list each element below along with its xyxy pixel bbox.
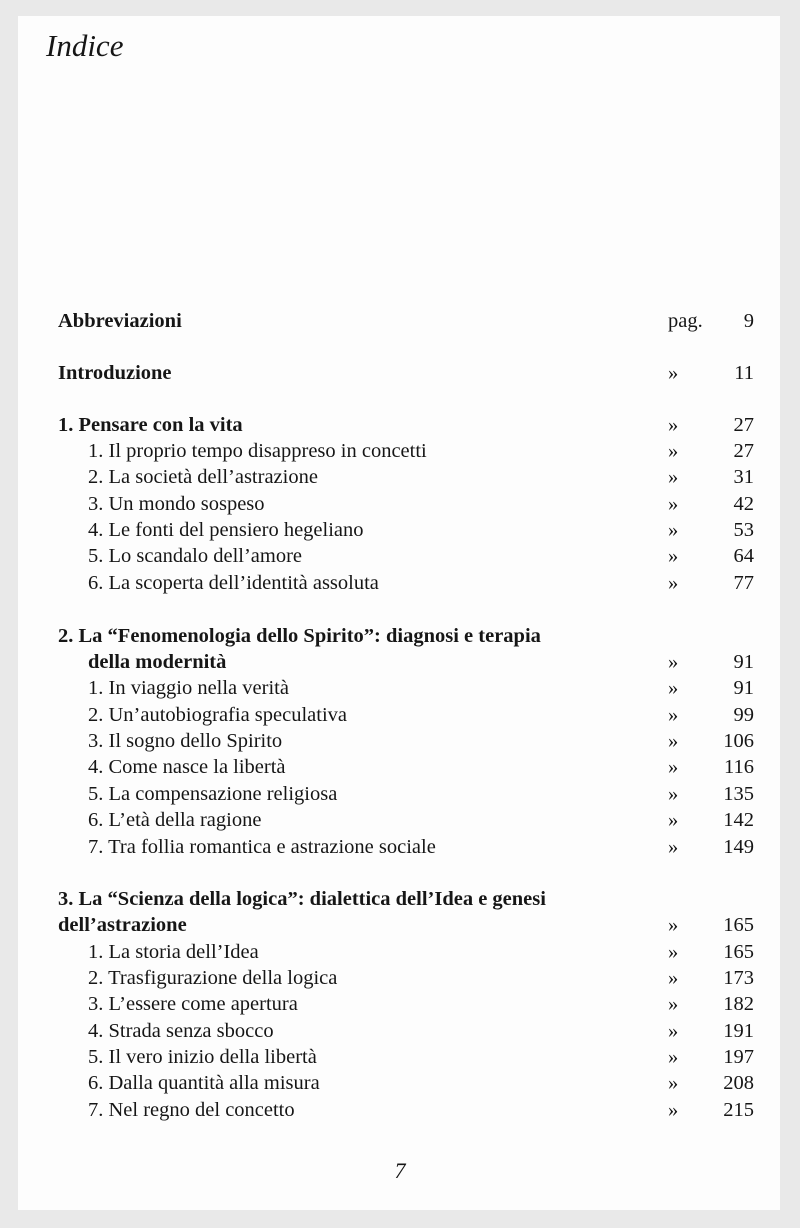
- page-number: 7: [394, 1158, 406, 1183]
- toc-entry-marker: »: [668, 545, 679, 567]
- toc-entry-marker: pag.: [668, 310, 703, 332]
- toc-entry-page: 31: [733, 466, 754, 488]
- toc-entry-title: 1. Il proprio tempo disappreso in concetti: [88, 440, 427, 462]
- toc-entry-page: 53: [733, 519, 754, 541]
- toc-entry-page: 27: [733, 414, 754, 436]
- toc-entry-page: 64: [733, 545, 754, 567]
- toc-entry: [58, 570, 754, 596]
- toc-entry-marker: »: [668, 414, 679, 436]
- toc-entry-title: 1. Pensare con la vita: [58, 414, 243, 436]
- toc-entry-page: 191: [723, 1020, 754, 1042]
- toc-entry-marker: »: [668, 572, 679, 594]
- toc-entry-title: 2. Trasfigurazione della logica: [88, 967, 338, 989]
- toc-entry-title: 1. La storia dell’Idea: [88, 941, 259, 963]
- toc-entry-marker: »: [668, 914, 679, 936]
- toc-entry: [58, 308, 754, 334]
- toc-entry-title: 5. La compensazione religiosa: [88, 783, 338, 805]
- toc-entry-page: 27: [733, 440, 754, 462]
- toc-entry: [58, 360, 754, 386]
- toc-entry: [58, 649, 754, 675]
- toc-entry: [58, 491, 754, 517]
- toc-entry-page: 173: [723, 967, 754, 989]
- toc-entry-title: 7. Tra follia romantica e astrazione sociale: [88, 836, 436, 858]
- toc-entry-title: 7. Nel regno del concetto: [88, 1099, 295, 1121]
- toc-entry: [58, 807, 754, 833]
- toc-entry: [58, 939, 754, 965]
- toc-entry-page: 9: [743, 310, 754, 332]
- toc-entry-title: 4. Le fonti del pensiero hegeliano: [88, 519, 364, 541]
- toc-entry: [58, 702, 754, 728]
- toc-entry: [58, 412, 754, 438]
- toc-entry-title: della modernità: [88, 651, 227, 673]
- toc-entry-marker: »: [668, 440, 679, 462]
- toc-entry-title: 2. La società dell’astrazione: [88, 466, 318, 488]
- toc-entry: [58, 965, 754, 991]
- page-heading: Indice: [46, 28, 124, 63]
- toc-entry-marker: »: [668, 362, 679, 384]
- toc-entry: [58, 438, 754, 464]
- toc-entry-marker: »: [668, 783, 679, 805]
- toc-entry: [58, 517, 754, 543]
- toc-entry-marker: »: [668, 1046, 679, 1068]
- toc-entry-title: 1. In viaggio nella verità: [88, 677, 289, 699]
- toc-entry-title: 6. La scoperta dell’identità assoluta: [88, 572, 379, 594]
- toc-entry: [58, 1018, 754, 1044]
- toc-entry-title: 6. L’età della ragione: [88, 809, 262, 831]
- toc-entry: [58, 1097, 754, 1123]
- toc-entry-marker: »: [668, 1072, 679, 1094]
- toc-entry: [58, 1044, 754, 1070]
- toc-entry-marker: »: [668, 1020, 679, 1042]
- toc-entry-page: 91: [733, 677, 754, 699]
- toc-entry: [58, 912, 754, 938]
- toc-entry-title: 4. Strada senza sbocco: [88, 1020, 274, 1042]
- toc-entry: [58, 464, 754, 490]
- toc-entry-title: 3. Il sogno dello Spirito: [88, 730, 283, 752]
- toc-entry: [58, 543, 754, 569]
- toc-entry-page: 99: [733, 704, 754, 726]
- toc-entry-marker: »: [668, 809, 679, 831]
- toc-entry-marker: »: [668, 993, 679, 1015]
- toc-entry-marker: »: [668, 1099, 679, 1121]
- toc-entry-marker: »: [668, 493, 679, 515]
- toc-entry-page: 42: [733, 493, 754, 515]
- toc-entry-title: 2. La “Fenomenologia dello Spirito”: diagnosi e terapia: [58, 625, 541, 647]
- toc-entry-title: 3. La “Scienza della logica”: dialettica dell’Idea e genesi: [58, 888, 546, 910]
- toc-entry-title: 5. Il vero inizio della libertà: [88, 1046, 317, 1068]
- toc-entry-page: 149: [723, 836, 754, 858]
- toc-entry-page: 106: [723, 730, 754, 752]
- toc-entry: [58, 623, 754, 649]
- toc-entry-page: 165: [723, 914, 754, 936]
- toc-entry-title: 2. Un’autobiografia speculativa: [88, 704, 348, 726]
- toc-entry-page: 197: [723, 1046, 754, 1068]
- toc-entry-marker: »: [668, 466, 679, 488]
- toc-entry-page: 11: [734, 362, 754, 384]
- toc-entry-marker: »: [668, 941, 679, 963]
- toc-entry-page: 215: [723, 1099, 754, 1121]
- toc-entry-marker: »: [668, 967, 679, 989]
- toc-entry-title: 4. Come nasce la libertà: [88, 756, 286, 778]
- toc-entry-page: 135: [723, 783, 754, 805]
- toc-entry-page: 77: [733, 572, 754, 594]
- toc-entry-marker: »: [668, 836, 679, 858]
- toc-entry-page: 91: [733, 651, 754, 673]
- toc-entry-title: 3. Un mondo sospeso: [88, 493, 265, 515]
- toc-entry: [58, 781, 754, 807]
- toc-entry-title: 5. Lo scandalo dell’amore: [88, 545, 303, 567]
- toc-entry-marker: »: [668, 519, 679, 541]
- toc-entry: [58, 675, 754, 701]
- toc-entry-title: Introduzione: [58, 362, 172, 384]
- toc-entry-page: 116: [724, 756, 754, 778]
- toc-entry-title: 6. Dalla quantità alla misura: [88, 1072, 320, 1094]
- toc-entry-marker: »: [668, 730, 679, 752]
- toc-entry: [58, 754, 754, 780]
- toc-entry: [58, 834, 754, 860]
- toc-entry-page: 165: [723, 941, 754, 963]
- toc-entry-page: 142: [723, 809, 754, 831]
- toc-entry-marker: »: [668, 704, 679, 726]
- toc-entry-title: dell’astrazione: [58, 914, 187, 936]
- toc-entry-page: 182: [723, 993, 754, 1015]
- toc-entry-title: Abbreviazioni: [58, 310, 182, 332]
- toc-entry: [58, 991, 754, 1017]
- toc-entry: [58, 1070, 754, 1096]
- toc-entry-title: 3. L’essere come apertura: [88, 993, 298, 1015]
- toc-entry: [58, 886, 754, 912]
- toc-entry: [58, 728, 754, 754]
- toc-entry-marker: »: [668, 651, 679, 673]
- toc-entry-marker: »: [668, 756, 679, 778]
- toc-entry-page: 208: [723, 1072, 754, 1094]
- toc-entry-marker: »: [668, 677, 679, 699]
